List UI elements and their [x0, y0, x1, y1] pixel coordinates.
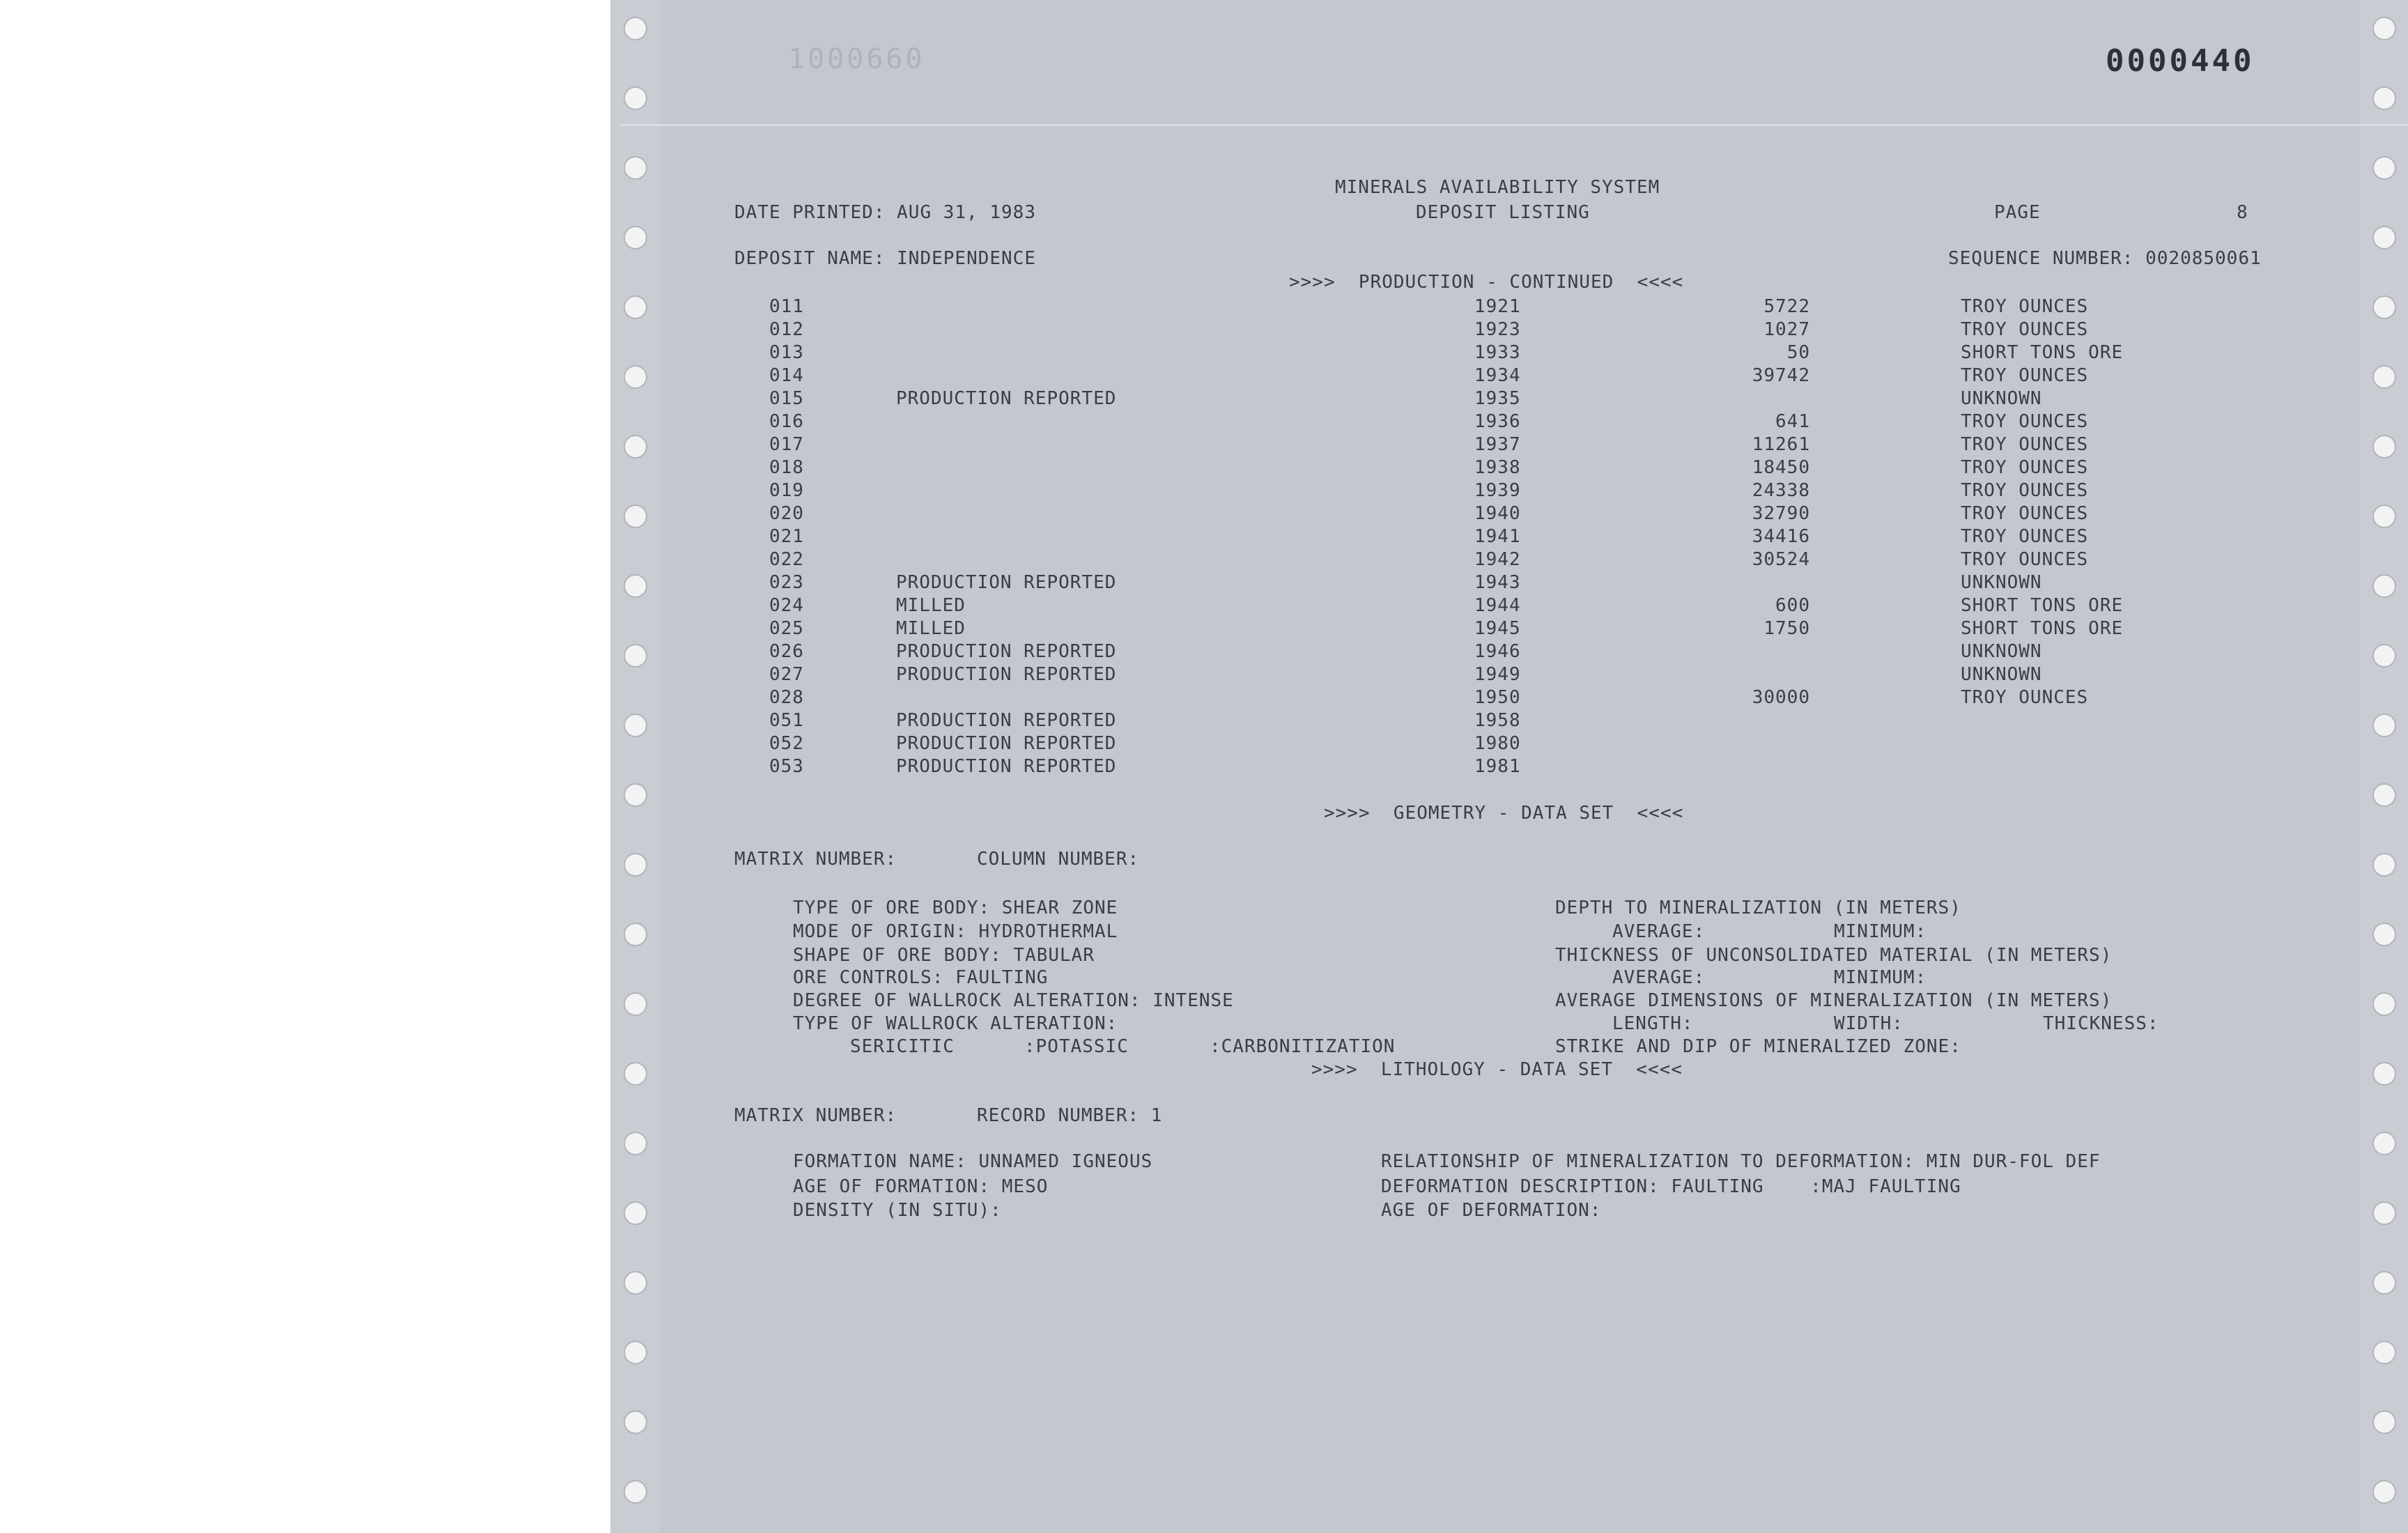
- row-unit: TROY OUNCES: [1961, 687, 2089, 708]
- row-year: 1944: [1474, 595, 1521, 616]
- row-amount: 641: [1775, 411, 1810, 432]
- feed-hole: [2372, 1062, 2396, 1086]
- depth-minimum: MINIMUM:: [1834, 921, 1927, 942]
- row-year: 1942: [1474, 549, 1521, 570]
- row-note: PRODUCTION REPORTED: [896, 388, 1117, 409]
- row-amount: 30524: [1752, 549, 1810, 570]
- row-unit: TROY OUNCES: [1961, 503, 2089, 524]
- feed-hole: [2372, 783, 2396, 807]
- row-id: 026: [769, 641, 804, 662]
- page-number: 8: [2237, 202, 2248, 223]
- lithology-matrix-number: MATRIX NUMBER:: [734, 1105, 897, 1126]
- faint-stamp-number: 1000660: [788, 43, 925, 75]
- thickness-average: AVERAGE:: [1612, 967, 1706, 988]
- row-note: MILLED: [896, 595, 966, 616]
- density-in-situ: DENSITY (IN SITU):: [793, 1200, 1002, 1221]
- row-unit: TROY OUNCES: [1961, 480, 2089, 501]
- row-amount: 5722: [1763, 296, 1810, 317]
- dimension-thickness: THICKNESS:: [2043, 1013, 2159, 1034]
- row-id: 024: [769, 595, 804, 616]
- row-amount: 24338: [1752, 480, 1810, 501]
- system-title: MINERALS AVAILABILITY SYSTEM: [1335, 177, 1660, 198]
- row-year: 1939: [1474, 480, 1521, 501]
- row-amount: 50: [1786, 342, 1810, 363]
- row-id: 023: [769, 572, 804, 593]
- deformation-description: DEFORMATION DESCRIPTION: FAULTING :MAJ FAULTING: [1381, 1176, 1961, 1197]
- printout-page: [610, 0, 2408, 1533]
- row-unit: TROY OUNCES: [1961, 457, 2089, 478]
- feed-hole: [2372, 17, 2396, 40]
- page-label: PAGE: [1994, 202, 2041, 223]
- tractor-strip-left: [610, 0, 659, 1533]
- feed-hole: [624, 156, 647, 180]
- shape-of-ore-body: SHAPE OF ORE BODY: TABULAR: [793, 945, 1095, 966]
- feed-hole: [624, 853, 647, 877]
- feed-hole: [624, 435, 647, 459]
- row-id: 052: [769, 733, 804, 754]
- feed-hole: [624, 17, 647, 40]
- row-note: PRODUCTION REPORTED: [896, 710, 1117, 731]
- row-year: 1943: [1474, 572, 1521, 593]
- feed-hole: [2372, 1410, 2396, 1434]
- date-printed: DATE PRINTED: AUG 31, 1983: [734, 202, 1036, 223]
- dimension-length: LENGTH:: [1612, 1013, 1694, 1034]
- row-year: 1950: [1474, 687, 1521, 708]
- alteration-2: :POTASSIC: [1024, 1036, 1129, 1057]
- strike-and-dip: STRIKE AND DIP OF MINERALIZED ZONE:: [1555, 1036, 1961, 1057]
- ore-controls: ORE CONTROLS: FAULTING: [793, 967, 1049, 988]
- row-year: 1921: [1474, 296, 1521, 317]
- feed-hole: [2372, 435, 2396, 459]
- feed-hole: [2372, 1132, 2396, 1155]
- feed-hole: [2372, 714, 2396, 737]
- row-id: 027: [769, 664, 804, 685]
- feed-hole: [624, 86, 647, 110]
- row-amount: 34416: [1752, 526, 1810, 547]
- row-year: 1946: [1474, 641, 1521, 662]
- stamp-number: 0000440: [2106, 43, 2255, 79]
- row-year: 1949: [1474, 664, 1521, 685]
- feed-hole: [624, 1062, 647, 1086]
- feed-hole: [2372, 1201, 2396, 1225]
- feed-hole: [2372, 574, 2396, 598]
- row-note: MILLED: [896, 618, 966, 639]
- feed-hole: [2372, 853, 2396, 877]
- row-year: 1933: [1474, 342, 1521, 363]
- row-amount: 600: [1775, 595, 1810, 616]
- row-id: 019: [769, 480, 804, 501]
- row-id: 015: [769, 388, 804, 409]
- row-year: 1941: [1474, 526, 1521, 547]
- feed-hole: [2372, 504, 2396, 528]
- tractor-strip-right: [2359, 0, 2408, 1533]
- dimension-width: WIDTH:: [1834, 1013, 1904, 1034]
- row-amount: 1750: [1763, 618, 1810, 639]
- type-wallrock-alteration: TYPE OF WALLROCK ALTERATION:: [793, 1013, 1118, 1034]
- row-id: 053: [769, 756, 804, 777]
- row-unit: UNKNOWN: [1961, 388, 2042, 409]
- feed-hole: [2372, 156, 2396, 180]
- deposit-name: DEPOSIT NAME: INDEPENDENCE: [734, 248, 1036, 269]
- row-id: 011: [769, 296, 804, 317]
- row-note: PRODUCTION REPORTED: [896, 572, 1117, 593]
- row-year: 1980: [1474, 733, 1521, 754]
- row-unit: TROY OUNCES: [1961, 526, 2089, 547]
- row-year: 1935: [1474, 388, 1521, 409]
- row-unit: SHORT TONS ORE: [1961, 618, 2124, 639]
- row-year: 1937: [1474, 434, 1521, 455]
- alteration-3: :CARBONITIZATION: [1210, 1036, 1396, 1057]
- row-year: 1981: [1474, 756, 1521, 777]
- feed-hole: [624, 923, 647, 946]
- formation-name: FORMATION NAME: UNNAMED IGNEOUS: [793, 1151, 1153, 1172]
- relationship-to-deformation: RELATIONSHIP OF MINERALIZATION TO DEFORMATION: MIN DUR-FOL DEF: [1381, 1151, 2101, 1172]
- feed-hole: [624, 992, 647, 1016]
- degree-wallrock-alteration: DEGREE OF WALLROCK ALTERATION: INTENSE: [793, 990, 1234, 1011]
- feed-hole: [624, 783, 647, 807]
- page-perforation: [620, 124, 2408, 126]
- geometry-matrix-number: MATRIX NUMBER:: [734, 849, 897, 870]
- feed-hole: [624, 295, 647, 319]
- row-unit: TROY OUNCES: [1961, 319, 2089, 340]
- feed-hole: [624, 365, 647, 389]
- row-unit: UNKNOWN: [1961, 664, 2042, 685]
- feed-hole: [624, 226, 647, 249]
- row-id: 016: [769, 411, 804, 432]
- row-year: 1934: [1474, 365, 1521, 386]
- row-note: PRODUCTION REPORTED: [896, 756, 1117, 777]
- age-of-deformation: AGE OF DEFORMATION:: [1381, 1200, 1602, 1221]
- feed-hole: [624, 574, 647, 598]
- feed-hole: [2372, 644, 2396, 668]
- row-note: PRODUCTION REPORTED: [896, 641, 1117, 662]
- feed-hole: [624, 1132, 647, 1155]
- type-of-ore-body: TYPE OF ORE BODY: SHEAR ZONE: [793, 898, 1118, 918]
- row-unit: SHORT TONS ORE: [1961, 595, 2124, 616]
- thickness-title: THICKNESS OF UNCONSOLIDATED MATERIAL (IN METERS): [1555, 945, 2113, 966]
- row-id: 028: [769, 687, 804, 708]
- row-unit: UNKNOWN: [1961, 572, 2042, 593]
- lithology-title: >>>> LITHOLOGY - DATA SET <<<<: [1311, 1059, 1683, 1080]
- row-unit: TROY OUNCES: [1961, 296, 2089, 317]
- row-unit: TROY OUNCES: [1961, 549, 2089, 570]
- production-title: >>>> PRODUCTION - CONTINUED <<<<: [1289, 272, 1684, 293]
- row-amount: 1027: [1763, 319, 1810, 340]
- row-note: PRODUCTION REPORTED: [896, 733, 1117, 754]
- row-amount: 11261: [1752, 434, 1810, 455]
- row-year: 1945: [1474, 618, 1521, 639]
- feed-hole: [624, 644, 647, 668]
- row-id: 017: [769, 434, 804, 455]
- feed-hole: [2372, 992, 2396, 1016]
- row-amount: 30000: [1752, 687, 1810, 708]
- row-id: 025: [769, 618, 804, 639]
- feed-hole: [2372, 1480, 2396, 1504]
- feed-hole: [624, 1410, 647, 1434]
- feed-hole: [624, 1271, 647, 1295]
- row-amount: 18450: [1752, 457, 1810, 478]
- feed-hole: [2372, 226, 2396, 249]
- row-id: 018: [769, 457, 804, 478]
- feed-hole: [624, 714, 647, 737]
- alteration-1: SERICITIC: [850, 1036, 955, 1057]
- listing-title: DEPOSIT LISTING: [1416, 202, 1590, 223]
- feed-hole: [624, 1480, 647, 1504]
- row-year: 1938: [1474, 457, 1521, 478]
- depth-average: AVERAGE:: [1612, 921, 1706, 942]
- feed-hole: [2372, 365, 2396, 389]
- row-id: 012: [769, 319, 804, 340]
- row-unit: TROY OUNCES: [1961, 411, 2089, 432]
- geometry-title: >>>> GEOMETRY - DATA SET <<<<: [1324, 803, 1684, 824]
- row-unit: SHORT TONS ORE: [1961, 342, 2124, 363]
- sequence-number: SEQUENCE NUMBER: 0020850061: [1948, 248, 2262, 269]
- row-id: 051: [769, 710, 804, 731]
- row-year: 1936: [1474, 411, 1521, 432]
- row-id: 022: [769, 549, 804, 570]
- row-year: 1958: [1474, 710, 1521, 731]
- depth-title: DEPTH TO MINERALIZATION (IN METERS): [1555, 898, 1961, 918]
- row-id: 014: [769, 365, 804, 386]
- geometry-column-number: COLUMN NUMBER:: [977, 849, 1140, 870]
- row-amount: 32790: [1752, 503, 1810, 524]
- row-year: 1923: [1474, 319, 1521, 340]
- row-year: 1940: [1474, 503, 1521, 524]
- age-of-formation: AGE OF FORMATION: MESO: [793, 1176, 1049, 1197]
- row-unit: TROY OUNCES: [1961, 365, 2089, 386]
- row-amount: 39742: [1752, 365, 1810, 386]
- thickness-minimum: MINIMUM:: [1834, 967, 1927, 988]
- row-unit: UNKNOWN: [1961, 641, 2042, 662]
- row-note: PRODUCTION REPORTED: [896, 664, 1117, 685]
- feed-hole: [624, 1341, 647, 1364]
- feed-hole: [624, 504, 647, 528]
- feed-hole: [2372, 86, 2396, 110]
- row-id: 020: [769, 503, 804, 524]
- row-id: 013: [769, 342, 804, 363]
- dimensions-title: AVERAGE DIMENSIONS OF MINERALIZATION (IN METERS): [1555, 990, 2113, 1011]
- row-id: 021: [769, 526, 804, 547]
- feed-hole: [624, 1201, 647, 1225]
- row-unit: TROY OUNCES: [1961, 434, 2089, 455]
- mode-of-origin: MODE OF ORIGIN: HYDROTHERMAL: [793, 921, 1118, 942]
- feed-hole: [2372, 1341, 2396, 1364]
- lithology-record-number: RECORD NUMBER: 1: [977, 1105, 1163, 1126]
- feed-hole: [2372, 1271, 2396, 1295]
- feed-hole: [2372, 923, 2396, 946]
- feed-hole: [2372, 295, 2396, 319]
